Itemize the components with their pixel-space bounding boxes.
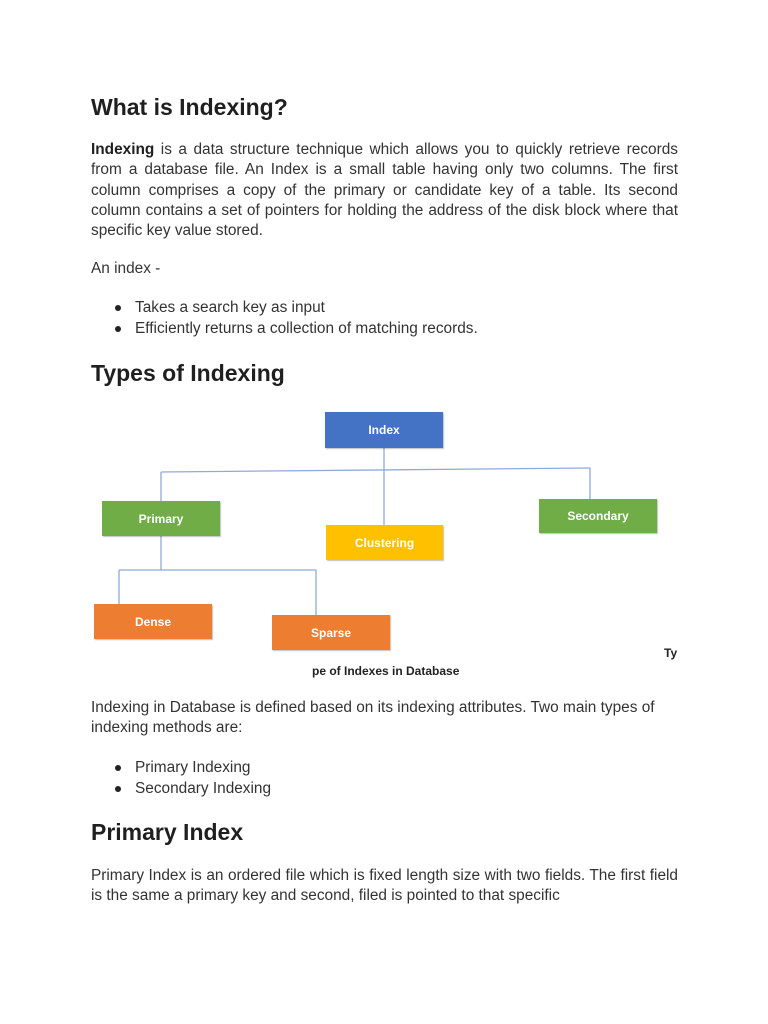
primary-index-paragraph: Primary Index is an ordered file which is fixed length size with two fields. The first field is the same a primary key and second, filed is pointed to that specific bbox=[91, 867, 678, 905]
index-feature-list bbox=[91, 298, 678, 339]
node-secondary: Secondary bbox=[539, 499, 657, 533]
connector-line bbox=[161, 468, 590, 472]
node-index: Index bbox=[325, 412, 443, 448]
index-types-diagram bbox=[90, 405, 690, 685]
list-item: Takes a search key as input bbox=[91, 298, 678, 319]
heading-primary-index: Primary Index bbox=[91, 819, 244, 845]
node-clustering: Clustering bbox=[326, 525, 443, 560]
heading-types-of-indexing: Types of Indexing bbox=[91, 360, 285, 386]
indexing-definition-text: is a data structure technique which allows you to quickly retrieve records from a database file. An Index is a small table having only two columns. The first column comprises a copy of the primary or candidate key of a table. Its second column contains a set of pointers for holding the address of the disk block where that specific key value stored. bbox=[91, 141, 678, 240]
list-item: Secondary Indexing bbox=[91, 779, 678, 800]
index-lead-text: An index - bbox=[91, 260, 161, 277]
node-dense: Dense bbox=[94, 604, 212, 639]
list-item: Efficiently returns a collection of matching records. bbox=[91, 319, 678, 340]
indexing-methods-list bbox=[91, 758, 678, 799]
node-sparse: Sparse bbox=[272, 615, 390, 650]
heading-what-is-indexing: What is Indexing? bbox=[91, 94, 288, 120]
indexing-term: Indexing bbox=[91, 141, 155, 158]
indexing-definition-paragraph bbox=[91, 140, 678, 241]
diagram-caption-part1: Ty bbox=[664, 646, 678, 660]
indexing-methods-paragraph: Indexing in Database is defined based on its indexing attributes. Two main types of indexing methods are: bbox=[91, 699, 655, 737]
diagram-caption-part2: pe of Indexes in Database bbox=[312, 664, 460, 678]
node-primary: Primary bbox=[102, 501, 220, 536]
list-item: Primary Indexing bbox=[91, 758, 678, 779]
